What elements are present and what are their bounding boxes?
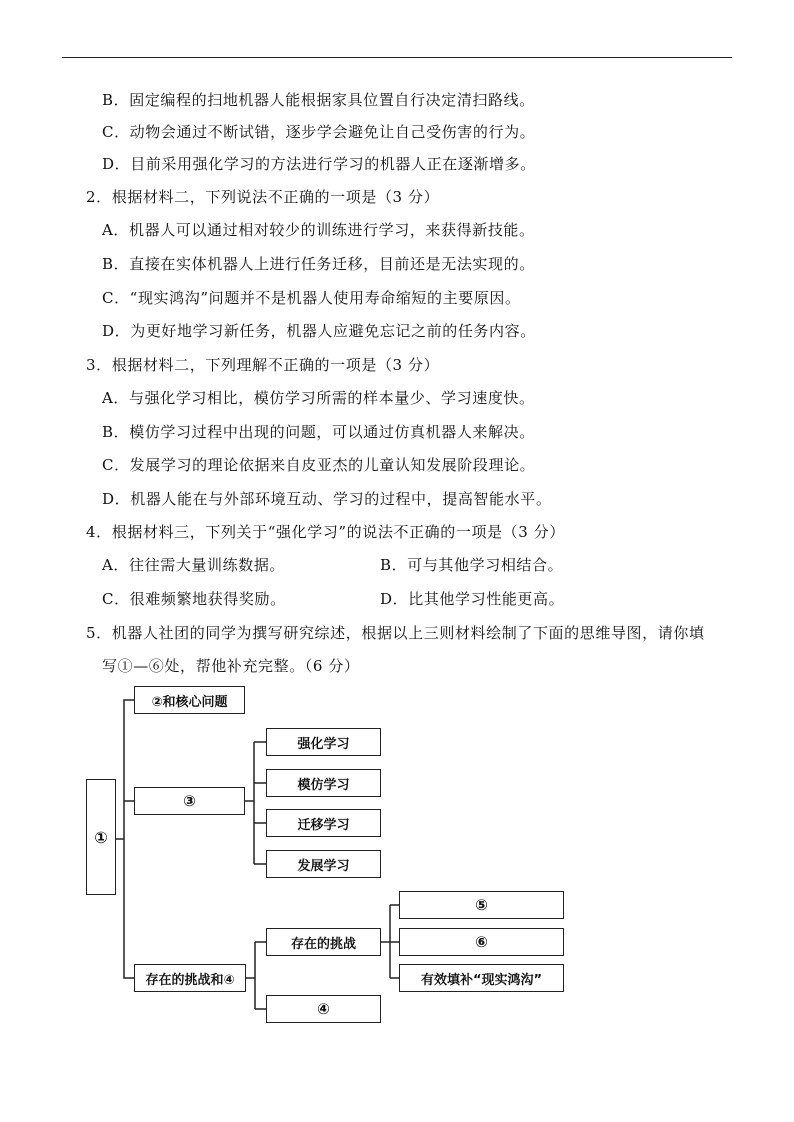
q1-option-b: B．固定编程的扫地机器人能根据家具位置自行决定清扫路线。: [102, 91, 535, 109]
q3-option-b: B．模仿学习过程中出现的问题，可以通过仿真机器人来解决。: [102, 423, 535, 441]
mindmap-answer-5-box: ⑤: [399, 891, 564, 919]
q3-stem: 3．根据材料二，下列理解不正确的一项是（3 分）: [86, 356, 440, 374]
mindmap-transfer-learning: 迁移学习: [266, 809, 381, 837]
mindmap-answer-6-box: ⑥: [399, 928, 564, 956]
q4-option-b: B．可与其他学习相结合。: [380, 556, 564, 574]
q1-option-d: D．目前采用强化学习的方法进行学习的机器人正在逐渐增多。: [102, 155, 536, 173]
mindmap-answer-4-box: ④: [266, 995, 381, 1023]
mindmap-imitation-learning: 模仿学习: [266, 769, 381, 797]
mindmap-reality-gap-box: 有效填补“现实鸿沟”: [399, 964, 564, 992]
mindmap-reinforcement-learning: 强化学习: [266, 728, 381, 756]
q4-option-d: D．比其他学习性能更高。: [380, 590, 565, 608]
mindmap-existing-challenges: 存在的挑战: [266, 928, 381, 956]
mindmap-developmental-learning: 发展学习: [266, 850, 381, 878]
q4-stem: 4．根据材料三，下列关于“强化学习”的说法不正确的一项是（3 分）: [86, 523, 565, 541]
mindmap-branch-learning-methods: ③: [134, 787, 245, 815]
header-rule: [62, 57, 732, 58]
mindmap-root-box: ①: [86, 779, 116, 895]
mindmap-branch-challenges: 存在的挑战和④: [134, 964, 246, 992]
q1-option-c: C．动物会通过不断试错，逐步学会避免让自己受伤害的行为。: [102, 123, 536, 141]
q2-stem: 2．根据材料二，下列说法不正确的一项是（3 分）: [86, 188, 440, 206]
q3-option-d: D．机器人能在与外部环境互动、学习的过程中，提高智能水平。: [102, 490, 552, 508]
q2-option-d: D．为更好地学习新任务，机器人应避免忘记之前的任务内容。: [102, 322, 536, 340]
q4-option-c: C．很难频繁地获得奖励。: [102, 590, 286, 608]
mindmap-branch-core-issue: ②和核心问题: [134, 686, 245, 714]
q5-stem-line2: 写①—⑥处，帮他补充完整。（6 分）: [102, 657, 360, 675]
q4-option-a: A．往往需大量训练数据。: [102, 556, 286, 574]
q2-option-c: C．“现实鸿沟”问题并不是机器人使用寿命缩短的主要原因。: [102, 289, 521, 307]
q2-option-b: B．直接在实体机器人上进行任务迁移，目前还是无法实现的。: [102, 255, 535, 273]
q2-option-a: A．机器人可以通过相对较少的训练进行学习，来获得新技能。: [102, 221, 535, 239]
q3-option-a: A．与强化学习相比，模仿学习所需的样本量少、学习速度快。: [102, 389, 535, 407]
q3-option-c: C．发展学习的理论依据来自皮亚杰的儿童认知发展阶段理论。: [102, 456, 536, 474]
q5-stem-line1: 5．机器人社团的同学为撰写研究综述，根据以上三则材料绘制了下面的思维导图，请你填: [86, 624, 705, 642]
